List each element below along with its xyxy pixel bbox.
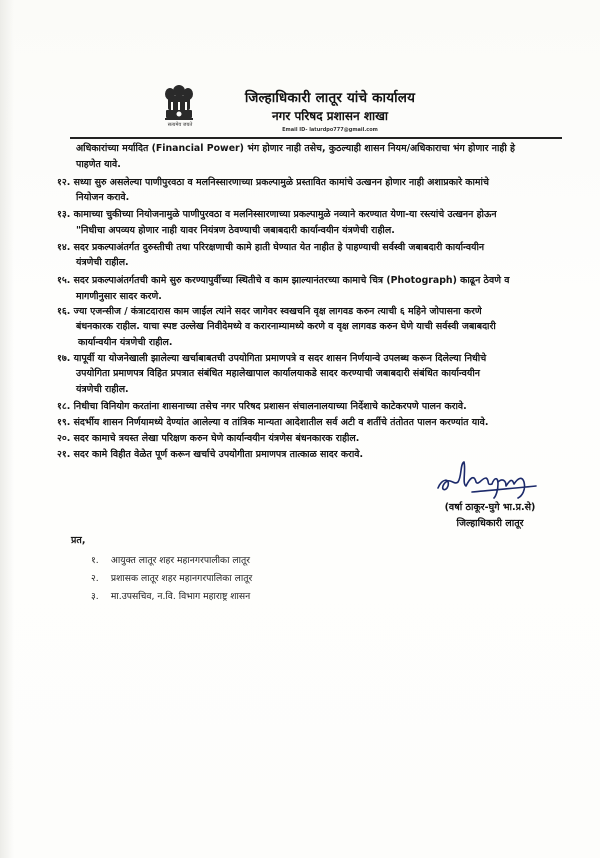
copy-to-item — [91, 571, 252, 584]
item-number: ३. — [91, 591, 99, 602]
list-item-16 — [57, 306, 482, 318]
item-number: १३. — [57, 209, 71, 220]
list-item-15-line-2: मागणीनुसार सादर करणे. — [76, 291, 162, 302]
list-item-12 — [57, 177, 489, 189]
item-number: १५. — [57, 275, 71, 286]
item-text: यापूर्वी या योजनेखाली झालेल्या खर्चाबाबतची उपयोगिता प्रमाणपत्रे व सदर शासन निर्णयान्वे उपलब्ध करून दिलेल्या निधीचे — [73, 353, 487, 364]
item-number: १. — [91, 555, 99, 566]
item-number: २. — [91, 573, 99, 584]
item-text: संदर्भीय शासन निर्णयामध्ये देण्यांत आलेल्या व तांत्रिक मान्यता आदेशातील सर्व अटी व शर्तीचे तंतोतत पालन करण्यांत यावे. — [73, 417, 489, 428]
office-email: Email ID- laturdpo777@gmail.com — [282, 127, 378, 133]
item-number: १६. — [57, 306, 71, 317]
item-text: सदर कामाचे त्रयस्त लेखा परिक्षण करुन घेणे कार्यान्वयीन यंत्रणेस बंधनकारक राहील. — [73, 433, 360, 444]
list-item-19 — [57, 417, 488, 429]
item-text: प्रशासक लातूर शहर महानगरपालिका लातूर — [110, 573, 253, 584]
list-item-21 — [57, 449, 363, 461]
item-text: सध्या सुरु असलेल्या पाणीपुरवठा व मलनिस्सारणाच्या प्रकल्पामुळे प्रस्तावित कामांचे उत्खनन होणार नाही अशाप्रकारे कामांचे — [73, 177, 489, 188]
list-item-17-line-2: उपयोगिता प्रमाणपत्र विहित प्रपत्रात संबंधित महालेखापाल कार्यालयाकडे सादर करण्याची जबाबदारी संबंधित कार्यान्वयीन — [76, 368, 480, 379]
item-text: सदर प्रकल्पाअंतर्गतची कामे सुरु करण्यापुर्वीच्या स्थितीचे व काम झाल्यानंतरच्या कामाचे चित्र (Photograph) काढून ठेवणे व — [73, 275, 510, 286]
item-text: आयुक्त लातूर शहर महानगरपालीका लातूर — [110, 555, 250, 566]
item-text: कामाच्या चुकीच्या नियोजनामुळे पाणीपुरवठा व मलनिस्सारणाच्या प्रकल्पामुळे नव्याने करण्यात येणा-या रस्त्यांचे उत्खनन होऊन — [73, 209, 497, 220]
item-number: १७. — [57, 353, 71, 364]
header-divider — [70, 137, 562, 139]
list-item-13-line-2: "निधीचा अपव्यय होणार नाही यावर नियंत्रण ठेवण्याची जबाबदारी कार्यान्वयीन यंत्रणेची राहील. — [76, 225, 395, 236]
office-subtitle: नगर परिषद प्रशासन शाखा — [271, 109, 389, 123]
item-number: १२. — [57, 177, 71, 188]
emblem-caption: सत्यमेव जयते — [167, 122, 193, 128]
item-number: १९. — [57, 417, 71, 428]
copy-to-heading: प्रत, — [71, 535, 86, 546]
item-number: १४. — [57, 242, 71, 253]
list-item-17-line-3: यंत्रणेची राहील. — [76, 384, 129, 395]
continuation-line-1: अधिकारांच्या मर्यादित (Financial Power) भंग होणार नाही तसेच, कुठल्याही शासन नियम/अधिकाराचा भंग होणार नाही हे — [76, 143, 516, 154]
list-item-16-line-3: कार्यान्वयीन यंत्रणेची राहील. — [78, 337, 173, 348]
item-number: २१. — [57, 449, 71, 460]
item-text: ज्या एजन्सीज / कंत्राटदारास काम जाईल त्यांने सदर जागेवर स्वखचनि वृक्ष लागवड करुन त्याची ६ महिने जोपासना करणे — [73, 306, 482, 317]
list-item-13 — [57, 209, 497, 221]
item-number: १८. — [57, 401, 71, 412]
signatory-designation: जिल्हाधिकारी लातूर — [456, 518, 524, 529]
copy-to-item — [91, 589, 250, 602]
list-item-12-line-2: नियोजन करावे. — [76, 192, 130, 203]
item-text: मा.उपसचिव, न.वि. विभाग महाराष्ट्र शासन — [110, 591, 251, 602]
copy-to-item — [91, 553, 250, 566]
continuation-line-2: पाहणेत यावे. — [76, 159, 121, 170]
list-item-16-line-2: बंधनकारक राहील. याचा स्पष्ट उल्लेख निवीदेमध्ये व करारनाम्यामध्ये करणे व वृक्ष लागवड करुन घेणे याची सर्वस्वी जबाबदारी — [76, 321, 496, 332]
list-item-18 — [57, 401, 467, 413]
item-text: सदर प्रकल्पाअंतर्गत दुरुस्तीची तथा परिरक्षणाची कामे हाती घेण्यात येत नाहीत हे पाहण्याची सर्वस्वी जबाबदारी कार्यान्वयीन — [73, 242, 485, 253]
list-item-20 — [57, 433, 359, 445]
office-title: जिल्हाधिकारी लातूर यांचे कार्यालय — [244, 90, 416, 106]
item-number: २०. — [57, 433, 71, 444]
list-item-14 — [57, 242, 484, 254]
list-item-17 — [57, 353, 486, 365]
page-edge-shadow — [0, 0, 14, 858]
item-text: सदर कामे विहीत वेळेत पूर्ण करून खर्चाचे उपयोगीता प्रमाणपत्र तात्काळ सादर करावे. — [73, 449, 364, 460]
list-item-14-line-2: यंत्रणेची राहील. — [76, 257, 129, 268]
item-text: निधीचा विनियोग करतांना शासनाच्या तसेच नगर परिषद प्रशासन संचालनालयाच्या निर्देशाचे काटेकरपणे पालन करावे. — [73, 401, 467, 412]
signatory-name: (वर्षा ठाकूर-घुगे भा.प्र.से) — [444, 502, 536, 513]
list-item-15 — [57, 275, 509, 287]
signature-scribble-icon — [432, 456, 542, 500]
